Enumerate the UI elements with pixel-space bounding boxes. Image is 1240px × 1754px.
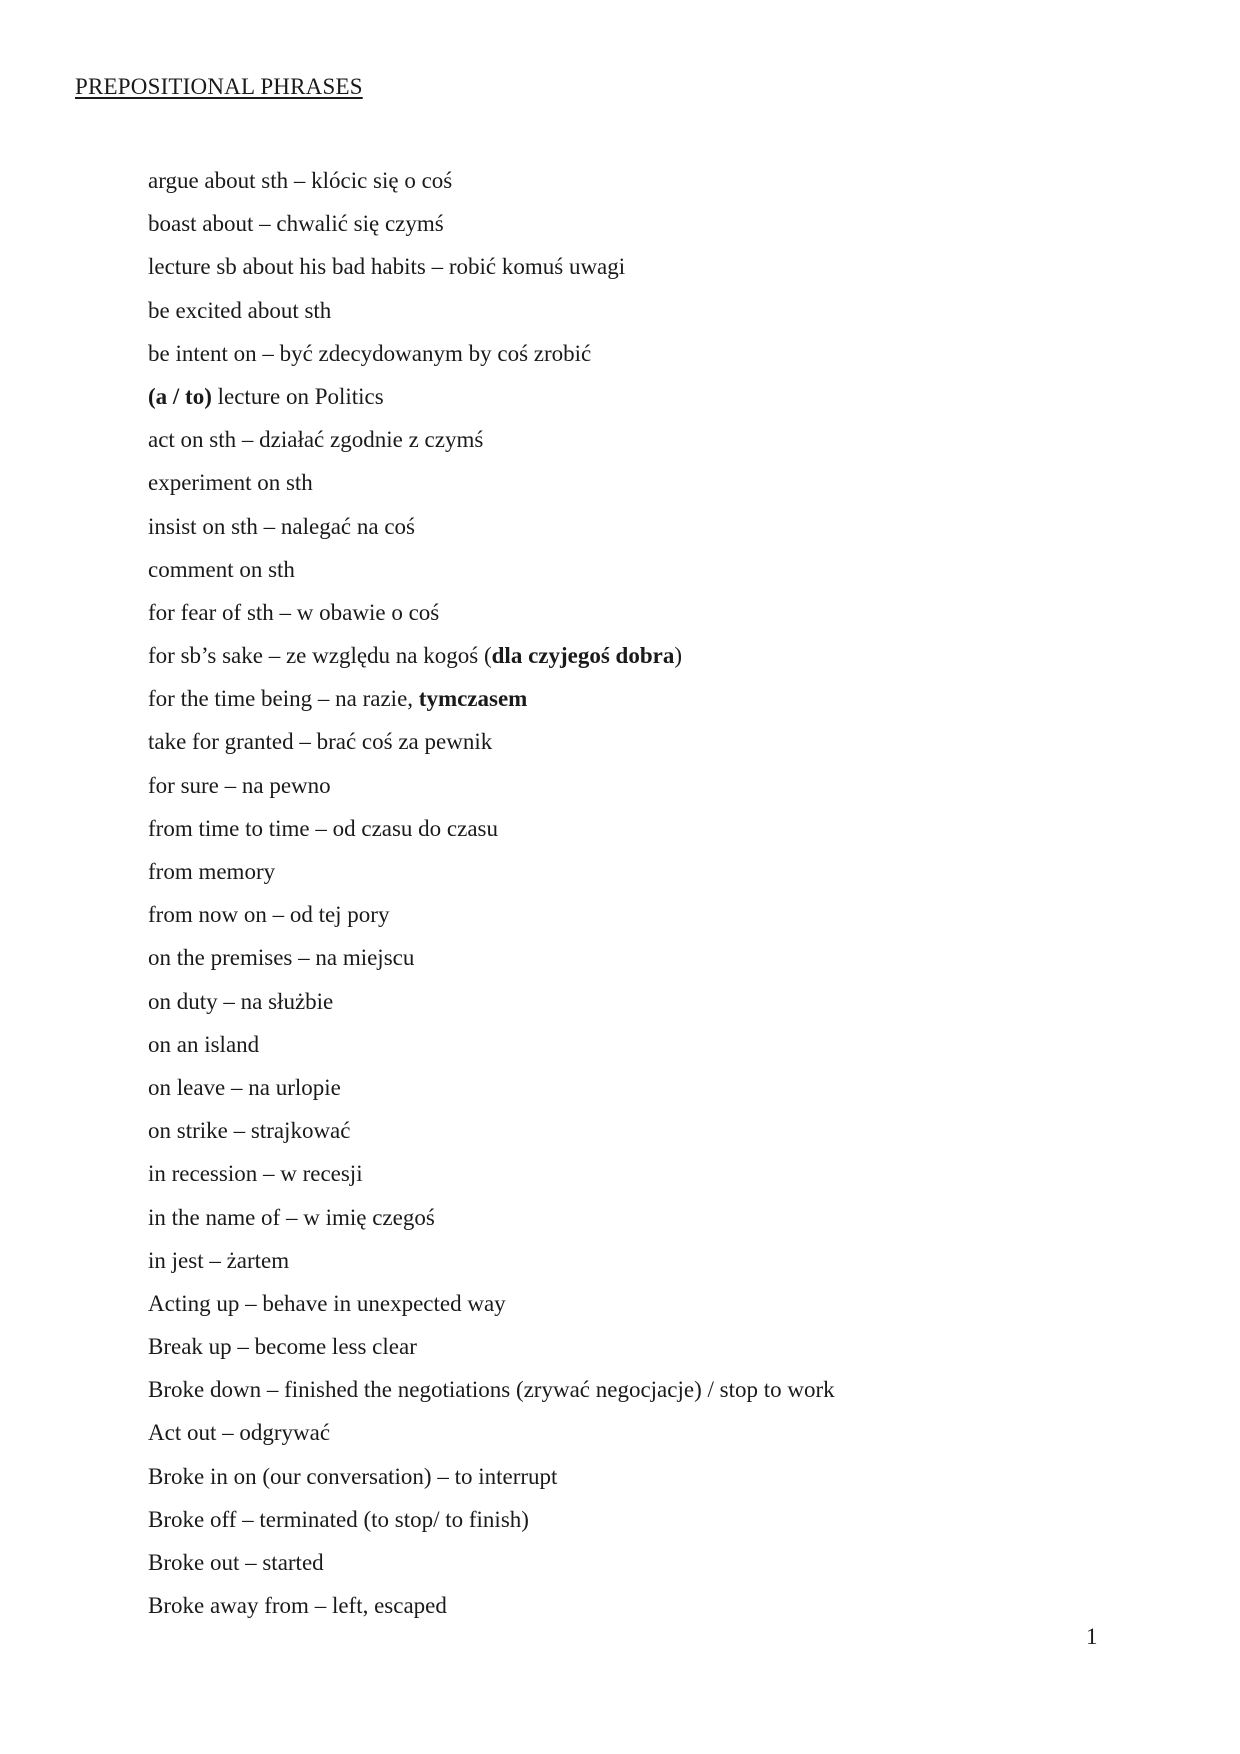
entry-text: from time to time – od czasu do czasu <box>148 815 499 841</box>
list-item <box>148 1498 835 1541</box>
entry-text: lecture sb about his bad habits – robić komuś uwagi <box>148 254 626 280</box>
list-item <box>148 1109 835 1152</box>
entry-text: Act out – odgrywać <box>148 1420 331 1446</box>
entry-text: in the name of – w imię czegoś <box>148 1204 435 1230</box>
entry-text: on strike – strajkować <box>148 1118 351 1144</box>
list-item <box>148 850 835 893</box>
list-item <box>148 677 835 720</box>
entry-text: for fear of sth – w obawie o coś <box>148 599 440 625</box>
entry-text: Broke off – terminated (to stop/ to finish) <box>148 1506 529 1532</box>
list-item <box>148 1066 835 1109</box>
list-item <box>148 1239 835 1282</box>
list-item <box>148 1455 835 1498</box>
entry-bold-text: dla czyjegoś dobra <box>491 643 675 669</box>
list-item <box>148 980 835 1023</box>
entry-text: Broke down – finished the negotiations (zrywać negocjacje) / stop to work <box>148 1377 835 1403</box>
list-item <box>148 591 835 634</box>
list-item <box>148 1584 835 1627</box>
list-item <box>148 1152 835 1195</box>
entry-text: in recession – w recesji <box>148 1161 363 1187</box>
entry-text: in jest – żartem <box>148 1247 290 1273</box>
entry-text: for sure – na pewno <box>148 772 331 798</box>
entry-text: for sb’s sake – ze względu na kogoś ( <box>148 643 492 669</box>
list-item <box>148 202 835 245</box>
list-item <box>148 807 835 850</box>
list-item <box>148 375 835 418</box>
list-item <box>148 1325 835 1368</box>
entry-text: be excited about sth <box>148 297 332 323</box>
list-item <box>148 159 835 202</box>
entry-text: be intent on – być zdecydowanym by coś zrobić <box>148 340 592 366</box>
entry-text: from memory <box>148 859 276 884</box>
entry-text: Broke away from – left, escaped <box>148 1593 447 1619</box>
list-item <box>148 764 835 807</box>
entry-text: Acting up – behave in unexpected way <box>148 1290 506 1316</box>
list-item <box>148 893 835 936</box>
entry-text: take for granted – brać coś za pewnik <box>148 729 493 755</box>
entry-text: boast about – chwalić się czymś <box>148 211 444 237</box>
entry-text: on duty – na służbie <box>148 988 334 1014</box>
entry-text: lecture on Politics <box>211 383 384 409</box>
entry-text: Broke in on (our conversation) – to interrupt <box>148 1463 558 1489</box>
list-item <box>148 1411 835 1454</box>
list-item <box>148 1541 835 1584</box>
list-item <box>148 505 835 548</box>
list-item <box>148 461 835 504</box>
entry-text: from now on – od tej pory <box>148 902 390 928</box>
list-item <box>148 634 835 677</box>
list-item <box>148 245 835 288</box>
list-item <box>148 548 835 591</box>
entry-text: on leave – na urlopie <box>148 1074 341 1100</box>
entry-text: for the time being – na razie, <box>148 686 419 712</box>
phrase-list <box>148 159 835 1627</box>
entry-text: on an island <box>148 1031 260 1057</box>
page-number: 1 <box>1086 1624 1098 1649</box>
entry-text: on the premises – na miejscu <box>148 945 415 971</box>
entry-bold-text: (a / to) <box>148 383 212 409</box>
entry-text: act on sth – działać zgodnie z czymś <box>148 427 484 453</box>
list-item <box>148 1282 835 1325</box>
list-item <box>148 289 835 332</box>
entry-text-after: ) <box>674 643 683 669</box>
entry-text: argue about sth – klócic się o coś <box>148 168 453 193</box>
list-item <box>148 936 835 979</box>
entry-text: comment on sth <box>148 556 295 582</box>
list-item <box>148 1368 835 1411</box>
entry-text: Broke out – started <box>148 1550 324 1575</box>
list-item <box>148 418 835 461</box>
list-item <box>148 720 835 763</box>
entry-bold-text: tymczasem <box>418 686 528 712</box>
list-item <box>148 1023 835 1066</box>
list-item <box>148 1196 835 1239</box>
page-title: PREPOSITIONAL PHRASES <box>75 74 363 99</box>
entry-text: insist on sth – nalegać na coś <box>148 513 416 539</box>
entry-text: Break up – become less clear <box>148 1334 417 1360</box>
list-item <box>148 332 835 375</box>
entry-text: experiment on sth <box>148 470 313 496</box>
